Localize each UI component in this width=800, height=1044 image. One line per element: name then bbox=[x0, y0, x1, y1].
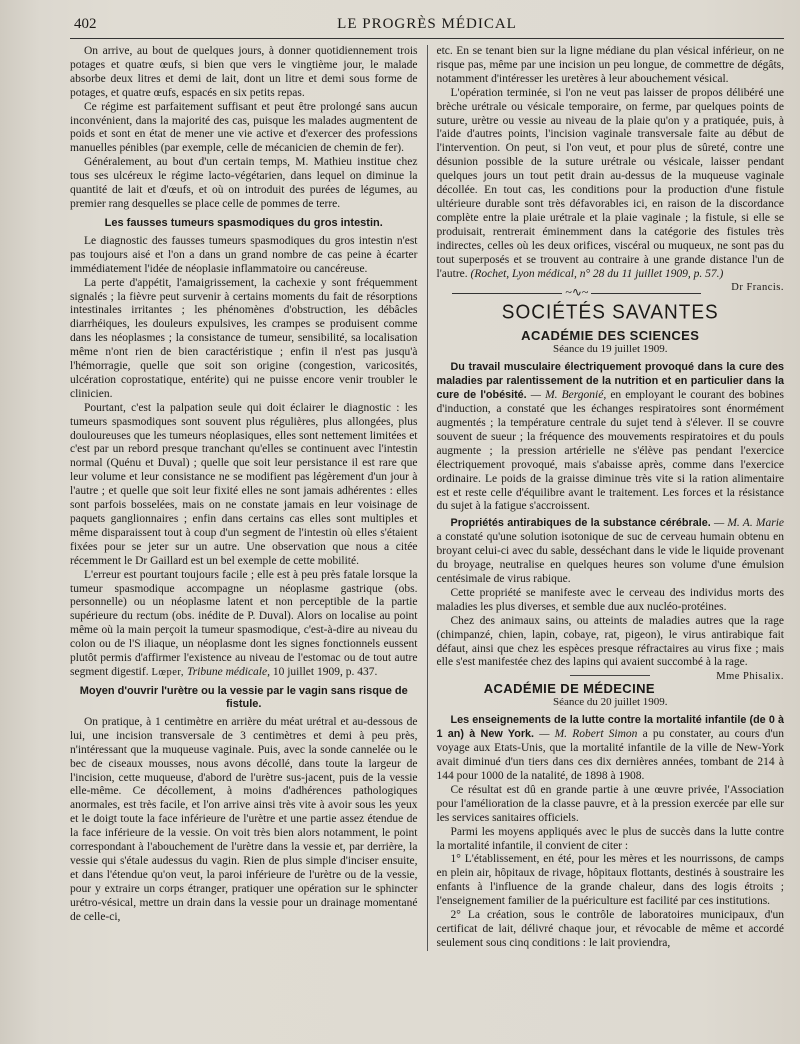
divider bbox=[570, 675, 650, 676]
article-lead: Propriétés antirabiques de la substance cérébrale. bbox=[450, 517, 711, 530]
citation-date: 10 juillet 1909, p. 437. bbox=[272, 665, 378, 678]
paragraph: Généralement, au bout d'un certain temps, M. Mathieu institue chez tous ses ulcéreux le régime lacto-végétarien, dans lequel on diminue la quantité de lait et d'œufs, et où on introduit des purées de légumes, au premier rang desquelles se place celle de pommes de terre. bbox=[70, 156, 418, 210]
paragraph-text: L'opération terminée, si l'on ne veut pas laisser de propos délibéré une brèche urétrale ou vésicale temporaire, on ferme, par quelques points de suture, urètre ou vessie au niveau de la plaie qu'on y a pratiquée, puis, à l'aide d'autres points, l'incision vaginale transversale faite au début de l'intervention. On peut, si l'on veut, et pour plus de sûreté, contre une désunion possible de la suture urétrale ou vésicale, laisser pendant quelques jours un tout petit drain au-dessus de la muqueuse vaginale décollée. En tout cas, les conditions pour la production d'une fistule ultérieure durable sont très défavorables ici, en raison de la discordance complète entre la plaie urétrale et la plaie vaginale ; la fistule, si elle se produisait, rentrerait éminemment dans la catégorie des fistules très indirectes, celles où les deux orifices, viscéral ou muqueux, ne sont pas du tout superposés et se trouvent au contraire à une grande distance l'un de l'autre. bbox=[436, 86, 784, 280]
paragraph-text: a constaté qu'une solution isotonique de suc de cerveau humain obtenu en broyant celui-ci avec du sable, desséchant dans le vide le liquide provenant du broyage, neutralise en quelques heures son volume d'une émulsion centésimale de virus rabique. bbox=[436, 531, 784, 585]
article-author: — M. Bergonié, bbox=[530, 389, 607, 402]
paragraph: Cette propriété se manifeste avec le cerveau des individus morts des maladies les plus diverses, et semble due aux nucléo-protéines. bbox=[436, 586, 784, 613]
paragraph: Ce résultat est dû en grande partie à une œuvre privée, l'Association pour l'amélioration de la classe pauvre, et à la pression exercée par elle sur les services sanitaires officiels. bbox=[436, 783, 784, 824]
left-column bbox=[70, 45, 427, 951]
paragraph: On arrive, au bout de quelques jours, à donner quotidiennement trois potages et quatre œufs, si bien que vers le vingtième jour, le malade absorbe deux litres et demi de lait, dont un litre et demi sous forme de potages, et quatre œufs, espacés en six petits repas. bbox=[70, 45, 418, 99]
section-title: SOCIÉTÉS SAVANTES bbox=[501, 301, 719, 324]
section-heading: Les fausses tumeurs spasmodiques du gros intestin. bbox=[104, 216, 383, 229]
session-date: Séance du 20 juillet 1909. bbox=[552, 696, 668, 709]
paragraph: On pratique, à 1 centimètre en arrière du méat urétral et au-dessous de lui, une incision transversale de 3 centimètres et demi à peu près, n'intéressant que la muqueuse vaginale. Puis, avec la sonde cannelée ou le bec de ciseaux mousses, nous avons décollé, dans toute la largeur de l'incision, cette muqueuse, d'abord de l'urètre sus-jacent, puis de la vessie elle-même. Ce décollement, à moins d'adhérences pathologiques anormales, est très facile, et l'on arrive ainsi très vite à avoir sous les yeux et le doigt toute la face inférieure de l'urètre et une partie assez étendue de la face inférieure de la vessie. On voit très bien alors notamment, le point correspondant à l'abouchement de l'urètre dans la vessie et, par derrière, la vessie qui s'étale audessus du vagin. Rien de plus simple d'inciser ensuite, et dans l'étendue qu'on veut, la paroi inférieure de l'urètre ou de la vessie, pour y extraire un corps étranger, pratiquer une opération sur le sphincter urétro-vésical, mettre un drain dans la vessie pour un drainage momentané de celle-ci, bbox=[70, 715, 418, 923]
paragraph-text: Chez des animaux sains, ou atteints de maladies autres que la rage (chimpanzé, chien, lapin, cobaye, rat, pigeon), le virus antirabique fait défaut, ainsi que chez les espèces presque réfractaires au virus fixe ; mais elle s'est manifestée chez des lapins qui avaient succombé à la rage. bbox=[436, 614, 784, 669]
paragraph bbox=[437, 361, 785, 514]
paragraph: Le diagnostic des fausses tumeurs spasmodiques du gros intestin n'est pas toujours aisé et l'on a dans un grand nombre de cas peine à écarter immédiatement l'idée de néoplasie inflammatoire ou cancéreuse. bbox=[70, 234, 418, 275]
paragraph: Parmi les moyens appliqués avec le plus de succès dans la lutte contre la mortalité infantile, il convient de citer : bbox=[436, 825, 784, 852]
paragraph bbox=[436, 86, 785, 294]
citation-author: Lœper, bbox=[151, 666, 185, 678]
journal-title: LE PROGRÈS MÉDICAL bbox=[337, 16, 517, 32]
right-column bbox=[427, 45, 785, 951]
session-date: Séance du 19 juillet 1909. bbox=[552, 343, 668, 356]
academy-heading: ACADÉMIE DES SCIENCES bbox=[521, 328, 700, 344]
page-number: 402 bbox=[74, 16, 97, 32]
two-column-body bbox=[70, 45, 784, 951]
paragraph-text: L'erreur est pourtant toujours facile ; elle est à peu près fatale lorsque la tumeur spasmodique accompagne un néoplasme gastrique (obs. personnelle) ou un néoplasme latent et non perceptible de la partie supérieure du rectum (obs. inédite de P. Duval). Alors on localise au point même où la main perçoit la tumeur spasmodique, c'est-à-dire au niveau du colon ou de l'S iliaque, un néoplasme dont les signes fonctionnels eussent plutôt permis d'affirmer l'existence au niveau de l'estomac ou de tout autre segment digestif. bbox=[70, 568, 418, 678]
citation-journal: Tribune médicale, bbox=[186, 665, 270, 678]
paragraph: Pourtant, c'est la palpation seule qui doit éclairer le diagnostic : les tumeurs spasmodiques sont souvent plus régulières, plus allongées, plus douloureuses que les tumeurs néoplasiques, elles sont nettement limitées et c'est par un rebord presque tranchant qu'elles se continuent avec l'intestin normal (Quénu et Duval) ; quelle que soit leur persistance il est rare que leur volume et leur consistance ne se modifient pas légèrement d'un jour à l'autre ; et quelle que soit leur fixité elles ne sont jamais adhérentes : elles sont parfois bosselées, mais on ne constate jamais en leur voisinage de paquets ganglionnaires ; enfin dans certains cas elles sont multiples et même disparaissent tout à coup d'un segment de l'intestin où elles s'étaient fixées pour se jeter sur un autre. Une observation que nous a citée récemment le Dr Gaillard est un bel exemple de cette mobilité. bbox=[70, 401, 418, 567]
paragraph: 2° La création, sous le contrôle de laboratoires municipaux, d'un certificat de lait, délivré chaque jour, et révocable de même et accordé seulement sous cinq conditions : le lait proviendra, bbox=[436, 909, 784, 949]
article-author: — M. Robert Simon bbox=[539, 728, 638, 741]
academy-heading: ACADÉMIE DE MÉDECINE bbox=[483, 681, 655, 697]
paragraph bbox=[437, 714, 785, 784]
paragraph bbox=[436, 614, 785, 683]
ornamental-rule: ~∿~ bbox=[437, 285, 785, 300]
signature: Mme Phisalix. bbox=[716, 671, 784, 683]
paragraph-text: en employant le courant des bobines d'induction, a constaté que les échanges respiratoires sont énormément augmentés ; la température centrale du sujet tend à s'élever. Il se couvre souvent de sueur ; la fréquence des mouvements respiratoires et du pouls augmente ; la pression artérielle ne s'élève pas pendant l'exercice électriquement provoqué, mais s'abaisse après, comme dans l'exercice ordinaire. Le poids de la graisse diminue très vite si la ration alimentaire est et reste celle d'équilibre avant le traitement. Les forces et la résistance du sujet à la fatigue s'accroissent. bbox=[436, 389, 785, 513]
paragraph bbox=[70, 569, 418, 680]
citation: (Rochet, Lyon médical, n° 28 du 11 juillet 1909, p. 57.) bbox=[470, 267, 724, 280]
paragraph: La perte d'appétit, l'amaigrissement, la cachexie y sont fréquemment signalés ; la fièvre peut survenir à certains moments du fait de résorptions intestinales irritantes ; les phénomènes d'obstruction, les débâcles diarrhéiques, les douleurs expulsives, les crampes se produisent comme dans les néoplasmes ; la consistance de tumeur, sensibilité, sa localisation même n'ont rien de bien caractéristique ; enfin il n'est pas jusqu'à l'hémorragie, quelle que soit son origine (congestion, varicosités, ulcération coprostatique, entérite) qui ne puisse encore venir troubler le clinicien. bbox=[70, 276, 418, 400]
page-header bbox=[70, 14, 784, 39]
paragraph: Ce régime est parfaitement suffisant et peut être prolongé sans aucun inconvénient, dans la majorité des cas, puisque les malades augmentent de poids et sont en état de mener une vie active et d'exercer des professions manuelles pénibles (par exemple, celle de mécanicien de chemin de fer). bbox=[70, 100, 418, 155]
section-heading: Moyen d'ouvrir l'urètre ou la vessie par le vagin sans risque de fistule. bbox=[79, 684, 408, 710]
article-lead: Les enseignements de la lutte contre la mortalité infantile (de 0 à 1 an) à New York. bbox=[436, 714, 784, 741]
article-author: — M. A. Marie bbox=[713, 517, 784, 530]
article-lead: Du travail musculaire électriquement provoqué dans la cure des maladies par ralentissement de la nutrition et en particulier dans la cure de l'obésité. bbox=[436, 361, 784, 402]
paragraph: etc. En se tenant bien sur la ligne médiane du plan vésical inférieur, on ne risque pas, même par une incision un peu longue, de commettre de dégâts, notamment d'intéresser les uretères à leur abouchement vésical. bbox=[436, 45, 784, 85]
paragraph bbox=[437, 517, 785, 587]
paragraph-text: a pu constater, au cours d'un voyage aux Etats-Unis, que la mortalité infantile de la ville de New-York avait diminué d'un tiers dans ces dix dernières années, tombant de 214 à 144 pour 1000 de la natalité, de 1898 à 1908. bbox=[436, 728, 785, 782]
paragraph: 1° L'établissement, en été, pour les mères et les nourrissons, de camps en plein air, hôpitaux de rivage, hôpitaux flottants, destinés à soustraire les enfants à l'influence de la grande chaleur, dans des logis étroits ; l'enseignement familier de la puériculture est facilité par ces institutions. bbox=[436, 853, 784, 908]
signature: Dr Francis. bbox=[731, 282, 784, 294]
